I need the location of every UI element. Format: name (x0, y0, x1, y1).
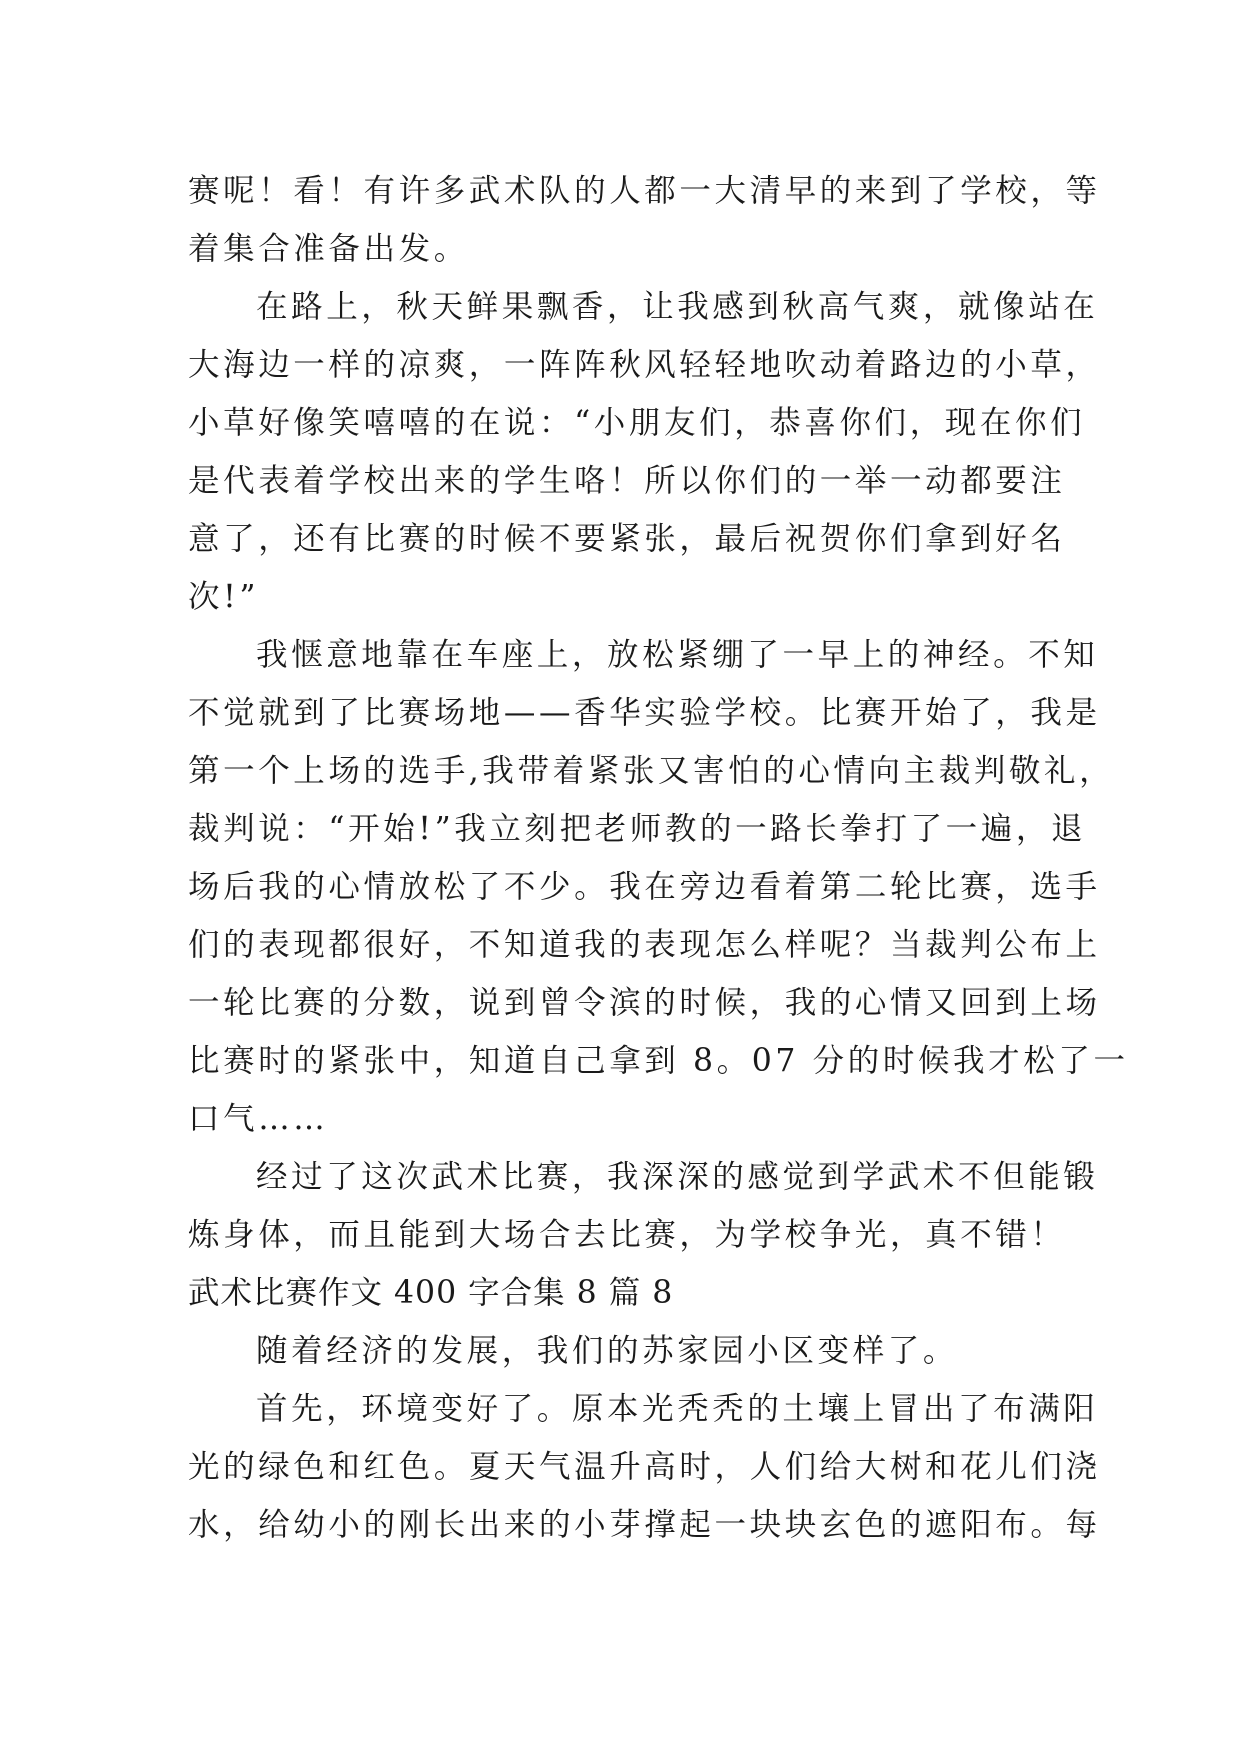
text-line: 次!” (188, 579, 260, 615)
text-line: 大海边一样的凉爽，一阵阵秋风轻轻地吹动着路边的小草， (188, 347, 1101, 383)
text-line: 不觉就到了比赛场地——香华实验学校。比赛开始了，我是 (188, 695, 1101, 731)
text-line: 意了，还有比赛的时候不要紧张，最后祝贺你们拿到好名 (188, 521, 1066, 557)
paragraph-start-line: 在路上，秋天鲜果飘香，让我感到秋高气爽，就像站在 (256, 289, 1099, 325)
text-line: 小草好像笑嘻嘻的在说：“小朋友们，恭喜你们，现在你们 (188, 405, 1086, 441)
text-line: 炼身体，而且能到大场合去比赛，为学校争光，真不错！ (188, 1217, 1066, 1253)
text-line: 第一个上场的选手,我带着紧张又害怕的心情向主裁判敬礼， (188, 753, 1115, 789)
paragraph-start-line: 随着经济的发展，我们的苏家园小区变样了。 (256, 1333, 959, 1369)
text-line: 场后我的心情放松了不少。我在旁边看着第二轮比赛，选手 (188, 869, 1101, 905)
text-line: 比赛时的紧张中，知道自己拿到 8。07 分的时候我才松了一 (188, 1043, 1129, 1079)
paragraph-start-line: 我惬意地靠在车座上，放松紧绷了一早上的神经。不知 (256, 637, 1099, 673)
section-heading: 武术比赛作文 400 字合集 8 篇 8 (188, 1275, 674, 1311)
text-line: 们的表现都很好，不知道我的表现怎么样呢？当裁判公布上 (188, 927, 1101, 963)
text-line: 是代表着学校出来的学生咯！所以你们的一举一动都要注 (188, 463, 1066, 499)
text-line: 一轮比赛的分数，说到曾令滨的时候，我的心情又回到上场 (188, 985, 1101, 1021)
essay-body (188, 162, 1129, 1554)
text-line: 光的绿色和红色。夏天气温升高时，人们给大树和花儿们浇 (188, 1449, 1101, 1485)
text-line: 赛呢！看！有许多武术队的人都一大清早的来到了学校，等 (188, 173, 1101, 209)
text-line: 裁判说：“开始!”我立刻把老师教的一路长拳打了一遍，退 (188, 811, 1087, 847)
text-line: 水，给幼小的刚长出来的小芽撑起一块块玄色的遮阳布。每 (188, 1507, 1101, 1543)
text-line: 着集合准备出发。 (188, 231, 469, 267)
paragraph-start-line: 首先，环境变好了。原本光秃秃的土壤上冒出了布满阳 (256, 1391, 1099, 1427)
text-line: 口气…… (188, 1101, 329, 1137)
paragraph-start-line: 经过了这次武术比赛，我深深的感觉到学武术不但能锻 (256, 1159, 1099, 1195)
